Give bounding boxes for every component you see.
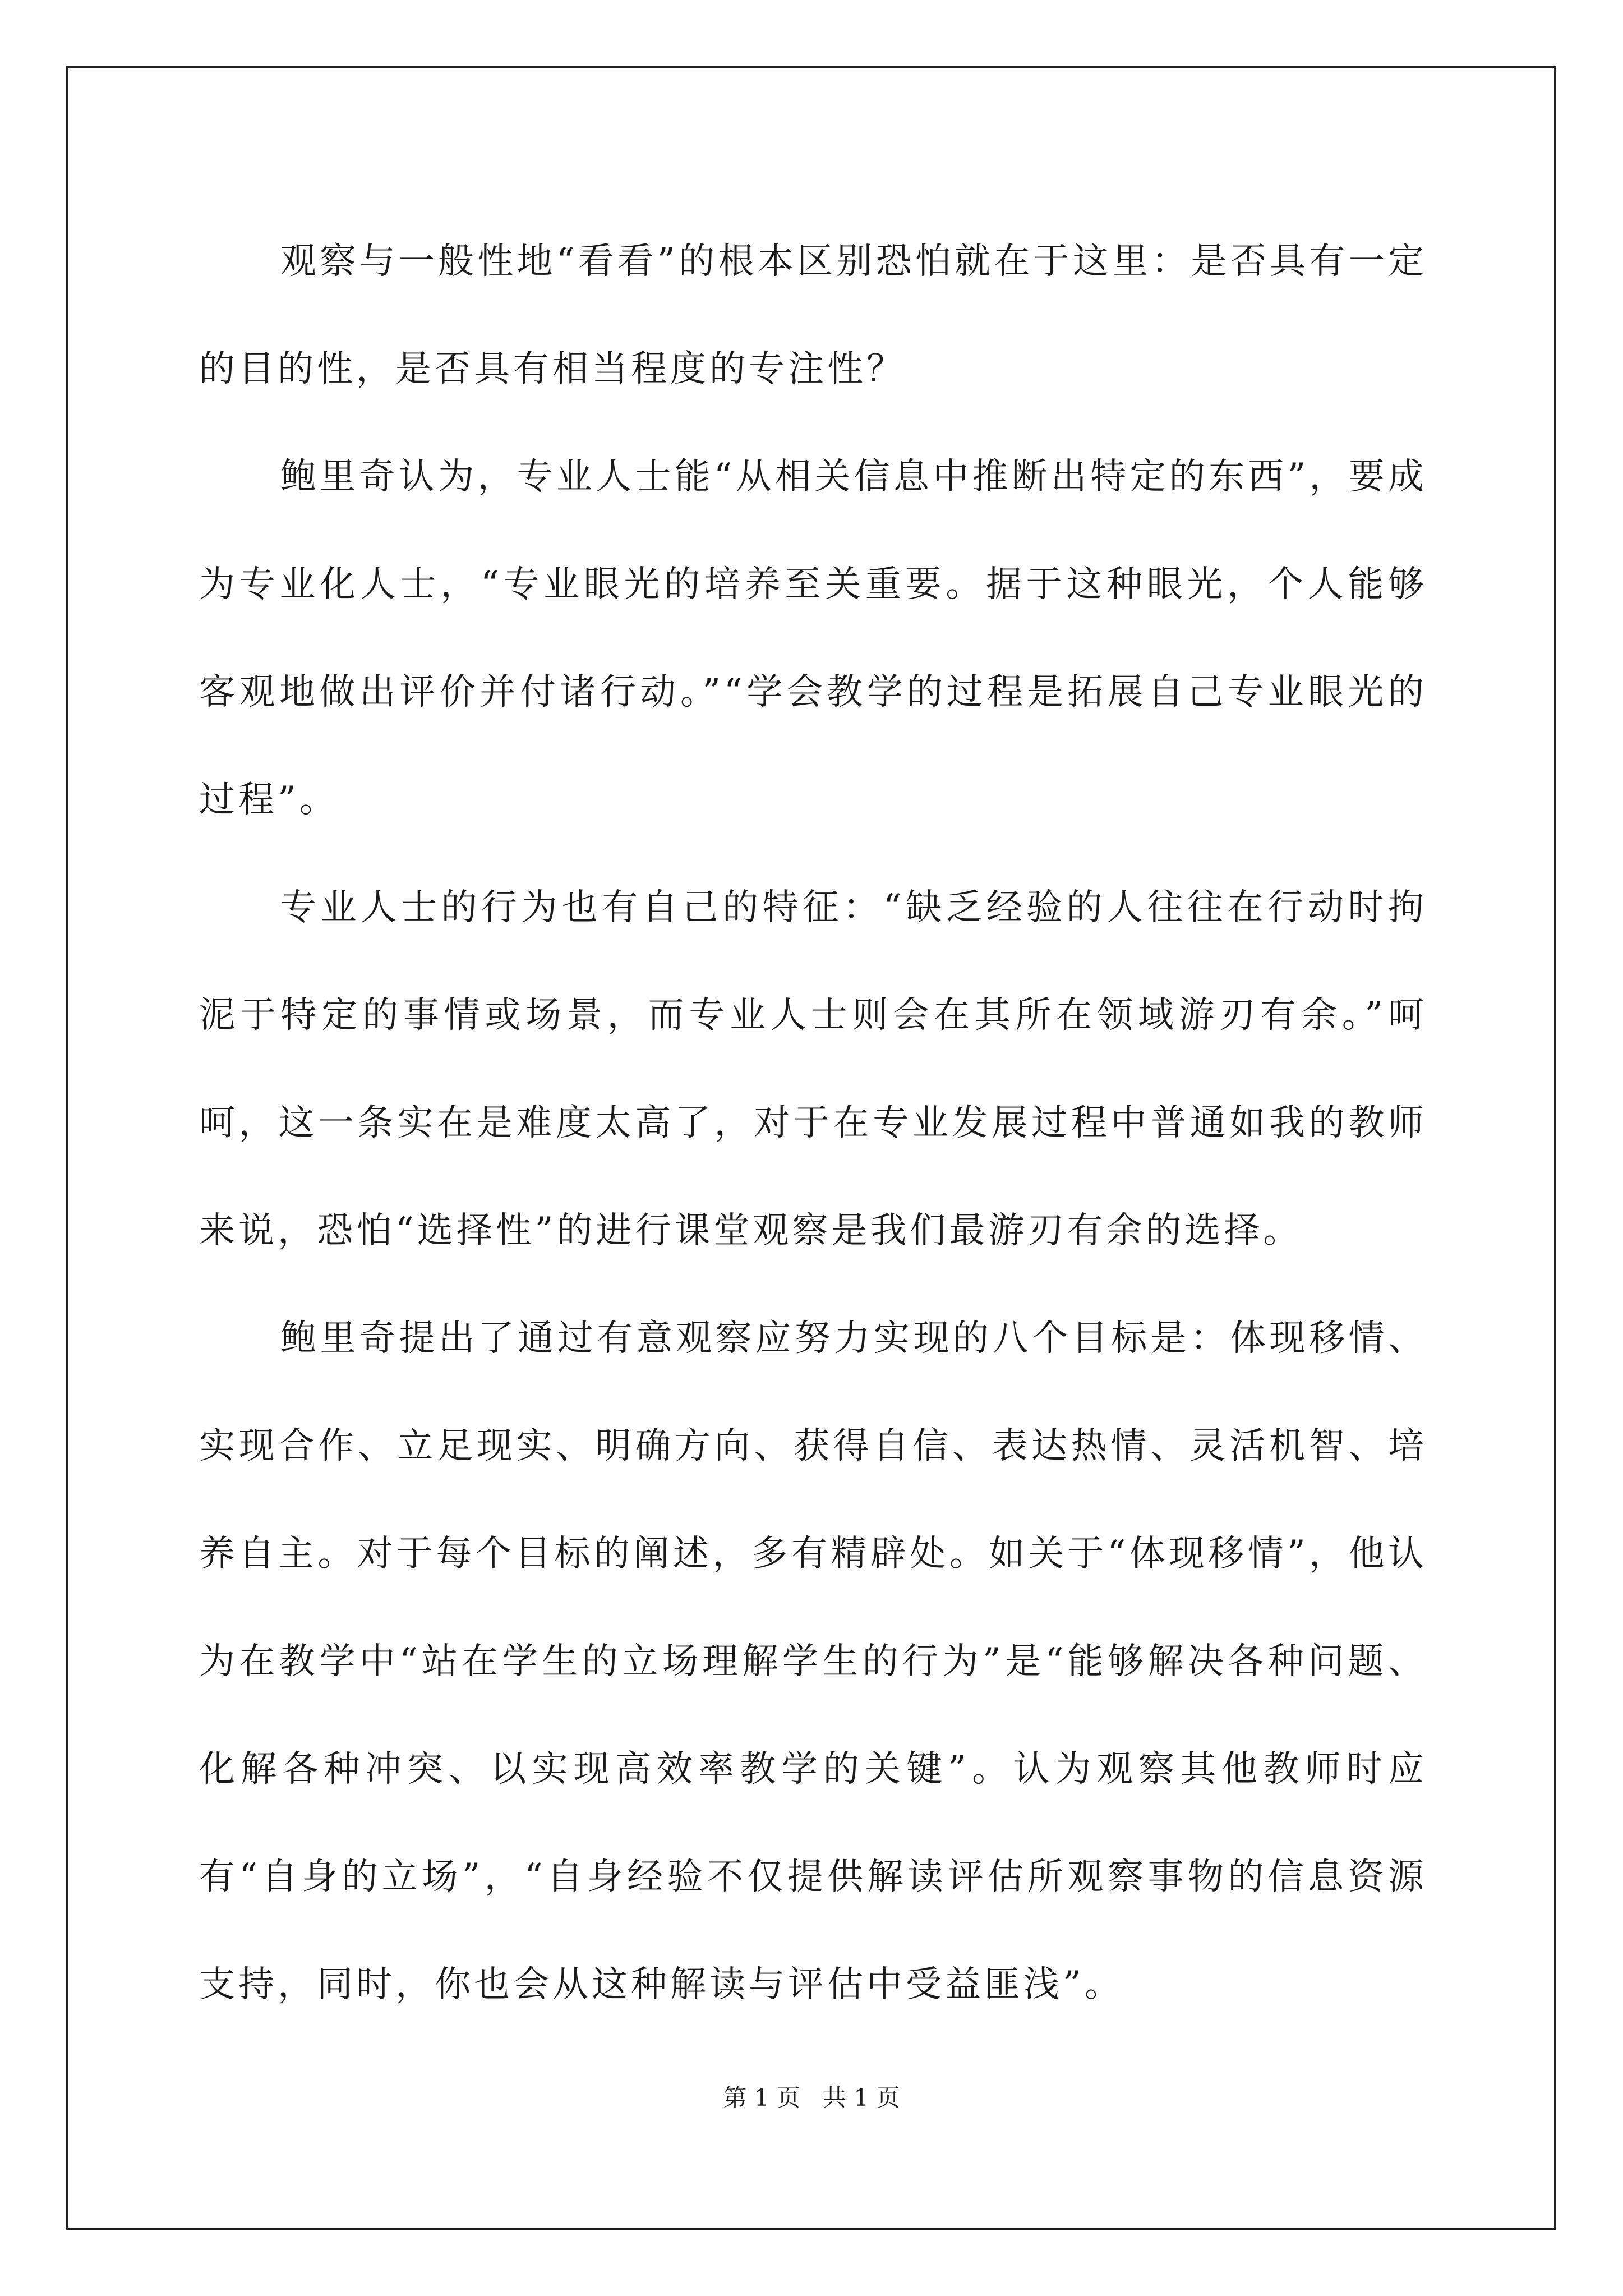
page-footer: 第 1 页 共 1 页 bbox=[723, 2084, 900, 2111]
document-body bbox=[199, 208, 1427, 2039]
paragraph-4: 鲍里奇提出了通过有意观察应努力实现的八个目标是：体现移情、实现合作、立足现实、明确方向、获得自信、表达热情、灵活机智、培养自主。对于每个目标的阐述，多有精辟处。如关于“体现移情”，他认为在教学中“站在学生的立场理解学生的行为”是“能够解决各种问题、化解各种冲突、以实现高效率教学的关键”。认为观察其他教师时应有“自身的立场”，“自身经验不仅提供解读评估所观察事物的信息资源支持，同时，你也会从这种解读与评估中受益匪浅”。 bbox=[199, 1318, 1427, 2005]
paragraph-3: 专业人士的行为也有自己的特征：“缺乏经验的人往往在行动时拘泥于特定的事情或场景，而专业人士则会在其所在领域游刃有余。”呵呵，这一条实在是难度太高了，对于在专业发展过程中普通如我的教师来说，恐怕“选择性”的进行课堂观察是我们最游刃有余的选择。 bbox=[199, 887, 1427, 1251]
paragraph-1: 观察与一般性地“看看”的根本区别恐怕就在于这里：是否具有一定的目的性，是否具有相当程度的专注性？ bbox=[199, 241, 1427, 390]
paragraph-2: 鲍里奇认为，专业人士能“从相关信息中推断出特定的东西”，要成为专业化人士，“专业眼光的培养至关重要。据于这种眼光，个人能够客观地做出评价并付诸行动。”“学会教学的过程是拓展自己专业眼光的过程”。 bbox=[199, 456, 1427, 821]
